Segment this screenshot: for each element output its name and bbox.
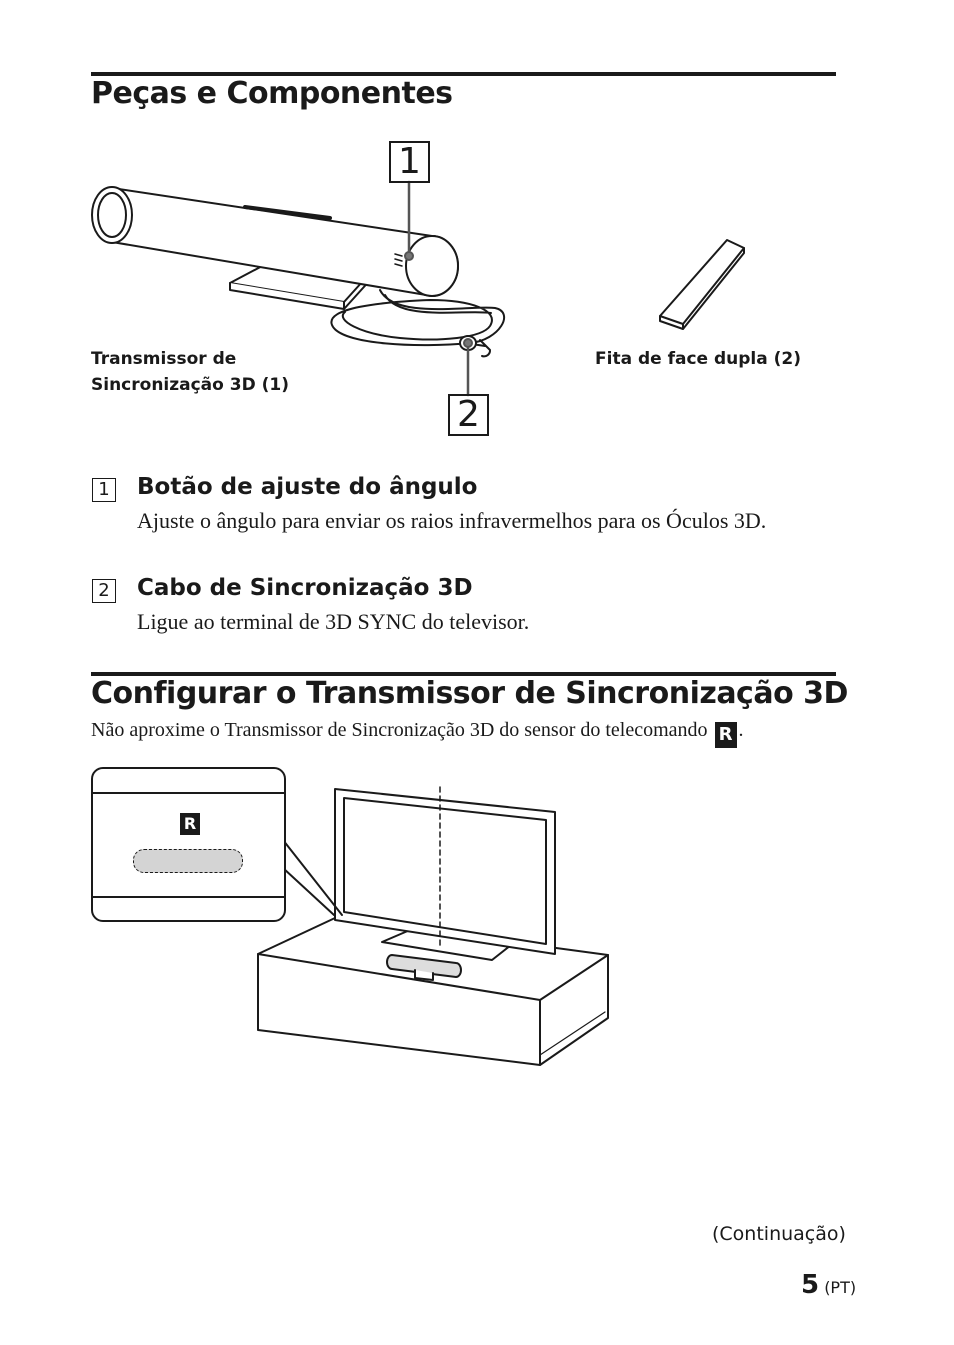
continuation-label: (Continuação) xyxy=(712,1223,846,1245)
inset-sensor-icon: R xyxy=(180,813,200,835)
section-title-setup: Configurar o Transmissor de Sincronização 3D xyxy=(91,676,848,711)
label-transmitter-line1: Transmissor de xyxy=(91,349,237,369)
page-number xyxy=(801,1270,856,1300)
page-number-suffix: (PT) xyxy=(824,1278,857,1297)
inset-transmitter-zone xyxy=(133,849,243,873)
inset-line-bottom xyxy=(93,896,284,898)
item-number-1: 1 xyxy=(92,478,116,502)
sensor-inset xyxy=(91,767,286,922)
label-tape: Fita de face dupla (2) xyxy=(595,349,801,369)
setup-note-text: Não aproxime o Transmissor de Sincronização 3D do sensor do telecomando xyxy=(91,719,708,741)
setup-note-end: . xyxy=(738,719,744,741)
remote-sensor-icon: R xyxy=(715,722,737,748)
label-transmitter-line2: Sincronização 3D (1) xyxy=(91,375,289,395)
item-desc-2: Ligue ao terminal de 3D SYNC do televisor. xyxy=(137,609,530,634)
item-title-1: Botão de ajuste do ângulo xyxy=(137,474,478,500)
item-desc-1: Ajuste o ângulo para enviar os raios infravermelhos para os Óculos 3D. xyxy=(137,508,767,533)
item-number-2: 2 xyxy=(92,579,116,603)
callout-2: 2 xyxy=(448,394,489,436)
callout-1: 1 xyxy=(389,141,430,183)
inset-line-top xyxy=(93,792,284,794)
item-title-2: Cabo de Sincronização 3D xyxy=(137,575,473,601)
page-number-value: 5 xyxy=(801,1270,820,1300)
section-title-parts: Peças e Componentes xyxy=(91,76,453,111)
